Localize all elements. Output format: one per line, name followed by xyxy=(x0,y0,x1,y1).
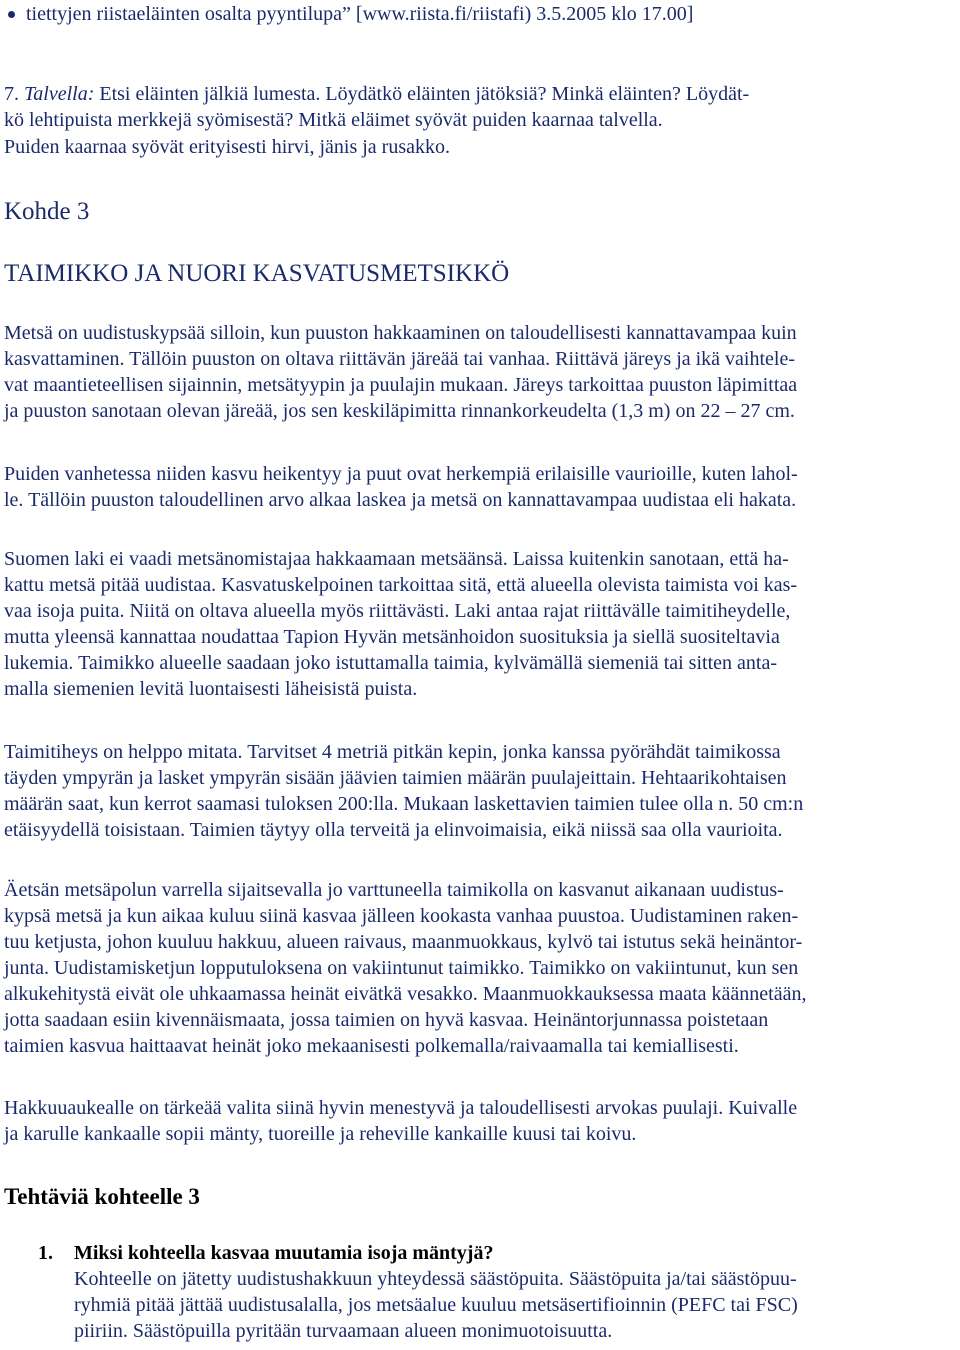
paragraph-1-line-3: vat maantieteellisen sijainnin, metsätyypin ja puulajin mukaan. Järeys tarkoittaa puuston läpimittaa xyxy=(4,374,798,396)
paragraph-3-line-2: kattu metsä pitää uudistaa. Kasvatuskelpoinen tarkoittaa sitä, että alueella olevista taimista voi kas- xyxy=(4,574,798,596)
task7-line1-text: Etsi eläinten jälkiä lumesta. Löydätkö eläinten jätöksiä? Minkä eläinten? Löydät- xyxy=(94,83,750,105)
paragraph-4-line-3: määrän saat, kun kerrot saamasi tuloksen 200:lla. Mukaan laskettavien taimien tulee olla n. 50 cm:n xyxy=(4,793,804,815)
paragraph-4-line-4: etäisyydellä toisistaan. Taimien täytyy olla terveitä ja elinvoimaisia, eikä niissä saa olla vaurioita. xyxy=(4,819,783,841)
task7-line2: kö lehtipuista merkkejä syömisestä? Mitkä eläimet syövät puiden kaarnaa talvella. xyxy=(4,109,663,131)
paragraph-2-line-2: le. Tällöin puuston taloudellinen arvo alkaa laskea ja metsä on kannattavampaa uudistaa eli hakata. xyxy=(4,489,797,511)
paragraph-4-line-1: Taimitiheys on helppo mitata. Tarvitset 4 metriä pitkän kepin, jonka kanssa pyörähdät taimikossa xyxy=(4,741,781,763)
paragraph-6-line-2: ja karulle kankaalle sopii mänty, tuoreille ja reheville kankaille kuusi tai koivu. xyxy=(4,1123,637,1145)
paragraph-6-line-1: Hakkuuaukealle on tärkeää valita siinä hyvin menestyvä ja taloudellisesti arvokas puulaji. Kuivalle xyxy=(4,1097,798,1119)
paragraph-3-line-5: lukemia. Taimikko alueelle saadaan joko istuttamalla taimia, kylvämällä siemeniä tai sitten anta- xyxy=(4,652,777,674)
paragraph-5-line-6: jotta saadaan esiin kivennäismaata, jossa taimien on hyvä kasvaa. Heinäntorjunnassa poistetaan xyxy=(4,1009,769,1031)
task-1-answer-line-1: Kohteelle on jätetty uudistushakkuun yhteydessä säästöpuita. Säästöpuita ja/tai säästöpuu- xyxy=(74,1268,797,1290)
paragraph-3-line-4: mutta yleensä kannattaa noudattaa Tapion Hyvän metsänhoidon suosituksia ja siellä suositeltavia xyxy=(4,626,780,648)
task7-line1 xyxy=(4,82,749,106)
paragraph-5-line-7: taimien kasvua haittaavat heinät joko mekaanisesti polkemalla/raivaamalla tai kemiallisesti. xyxy=(4,1035,739,1057)
task7-line3: Puiden kaarnaa syövät erityisesti hirvi, jänis ja rusakko. xyxy=(4,136,451,158)
paragraph-5-line-4: junta. Uudistamisketjun lopputuloksena on vakiintunut taimikko. Taimikko on vakiintunut, kun sen xyxy=(4,957,799,979)
task7-prefix: 7. xyxy=(4,83,24,105)
paragraph-3-line-6: malla siemenien levitä luontaisesti läheisistä puista. xyxy=(4,678,418,700)
tasks-section-title: Tehtäviä kohteelle 3 xyxy=(4,1184,200,1209)
paragraph-3-line-1: Suomen laki ei vaadi metsänomistajaa hakkaamaan metsäänsä. Laissa kuitenkin sanotaan, että ha- xyxy=(4,548,789,570)
paragraph-1-line-2: kasvattaminen. Tällöin puuston on oltava riittävän järeää tai vanhaa. Riittävä järeys ja ikä vaihtele- xyxy=(4,348,796,370)
paragraph-1-line-4: ja puuston sanotaan olevan järeää, jos sen keskiläpimitta rinnankorkeudelta (1,3 m) on 22 – 27 cm. xyxy=(4,400,795,422)
paragraph-1-line-1: Metsä on uudistuskypsää silloin, kun puuston hakkaaminen on taloudellisesti kannattavampaa kuin xyxy=(4,322,797,344)
top-bullet-text: tiettyjen riistaeläinten osalta pyyntilupa” [www.riista.fi/riistafi) 3.5.2005 klo 17.00] xyxy=(26,3,694,25)
kohde-subtitle: TAIMIKKO JA NUORI KASVATUSMETSIKKÖ xyxy=(4,260,510,287)
task-1-answer-line-3: piiriin. Säästöpuilla pyritään turvaamaan alueen monimuotoisuutta. xyxy=(74,1320,613,1342)
task-1-answer-line-2: ryhmiä pitää jättää uudistusalalla, jos metsäalue kuuluu metsäsertifioinnin (PEFC tai FSC) xyxy=(74,1294,798,1316)
paragraph-5-line-2: kypsä metsä ja kun aikaa kuluu siinä kasvaa jälleen kookasta vanhaa puustoa. Uudistaminen raken- xyxy=(4,905,799,927)
paragraph-3-line-3: vaa isoja puita. Niitä on oltava alueella myös riittävästi. Laki antaa rajat riittävälle taimitiheydelle, xyxy=(4,600,791,622)
kohde-title: Kohde 3 xyxy=(4,198,90,225)
task-1-question: Miksi kohteella kasvaa muutamia isoja mäntyjä? xyxy=(74,1242,494,1264)
paragraph-5-line-3: tuu ketjusta, johon kuuluu hakkuu, alueen raivaus, maanmuokkaus, kylvö tai istutus sekä heinäntor- xyxy=(4,931,803,953)
paragraph-5-line-5: alkukehitystä eivät ole uhkaamassa heinät eivätkä vesakko. Maanmuokkauksessa maata käännetään, xyxy=(4,983,807,1005)
paragraph-5-line-1: Äetsän metsäpolun varrella sijaitsevalla jo varttuneella taimikolla on kasvanut aikanaan uudistus- xyxy=(4,879,784,901)
bullet-icon xyxy=(8,11,15,18)
paragraph-4-line-2: täyden ympyrän ja lasket ympyrän sisään jäävien taimien määrän puulajeittain. Hehtaarikohtaisen xyxy=(4,767,787,789)
task7-italic-label: Talvella: xyxy=(24,83,95,105)
task-1-number: 1. xyxy=(38,1242,53,1264)
paragraph-2-line-1: Puiden vanhetessa niiden kasvu heikentyy ja puut ovat herkempiä erilaisille vaurioille, kuten lahol- xyxy=(4,463,798,485)
